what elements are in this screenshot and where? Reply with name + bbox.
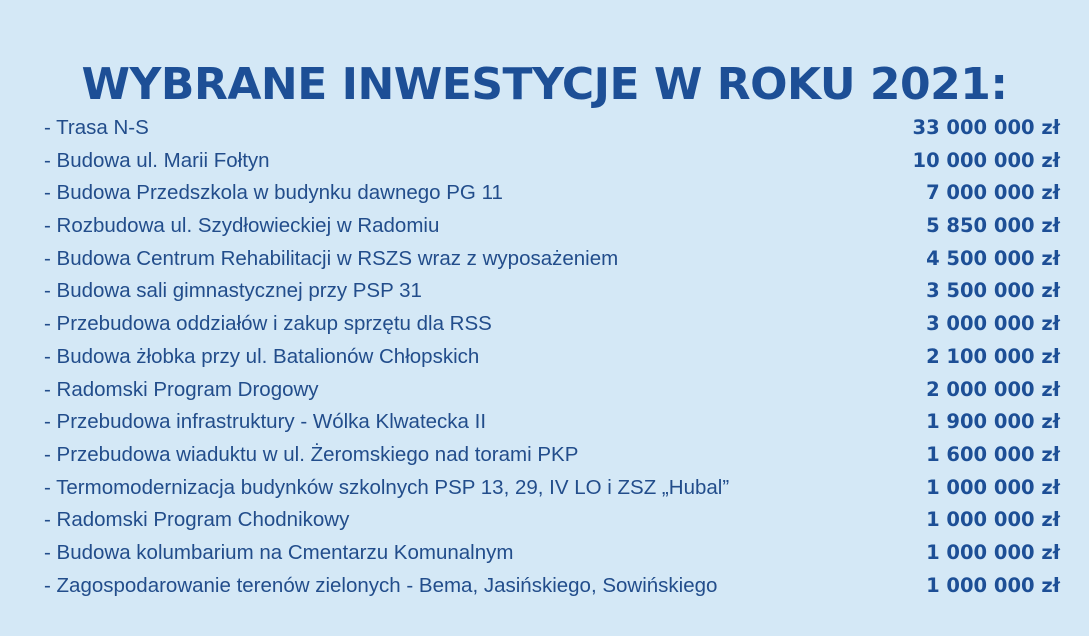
investment-amount: 3 000 000 zł — [926, 312, 1060, 336]
list-item — [44, 439, 1060, 472]
investment-amount: 2 000 000 zł — [926, 377, 1060, 401]
investment-amount: 1 600 000 zł — [926, 442, 1060, 466]
investment-amount: 1 000 000 zł — [926, 508, 1060, 532]
investment-amount: 7 000 000 zł — [926, 181, 1060, 205]
page-title: WYBRANE INWESTYCJE W ROKU 2021: — [81, 59, 1008, 111]
investment-amount: 10 000 000 zł — [912, 148, 1060, 172]
investment-name: - Przebudowa wiaduktu w ul. Żeromskiego nad torami PKP — [44, 442, 579, 466]
investment-name: - Budowa żłobka przy ul. Batalionów Chłopskich — [44, 344, 480, 368]
investment-name: - Budowa kolumbarium na Cmentarzu Komunalnym — [44, 540, 514, 564]
investment-name: - Budowa Centrum Rehabilitacji w RSZS wraz z wyposażeniem — [44, 246, 619, 270]
list-item — [44, 112, 1060, 145]
list-item — [44, 243, 1060, 276]
list-item — [44, 406, 1060, 439]
investment-name: - Radomski Program Drogowy — [44, 377, 319, 401]
list-item — [44, 275, 1060, 308]
investment-amount: 3 500 000 zł — [926, 279, 1060, 303]
investment-amount: 2 100 000 zł — [926, 344, 1060, 368]
list-item — [44, 145, 1060, 178]
list-item — [44, 341, 1060, 374]
investment-name: - Termomodernizacja budynków szkolnych PSP 13, 29, IV LO i ZSZ „Hubal” — [44, 475, 730, 499]
list-item — [44, 308, 1060, 341]
list-item — [44, 177, 1060, 210]
list-item — [44, 374, 1060, 407]
investment-amount: 1 000 000 zł — [926, 475, 1060, 499]
investment-name: - Przebudowa infrastruktury - Wólka Klwatecka II — [44, 410, 487, 434]
investment-amount: 1 000 000 zł — [926, 573, 1060, 597]
list-item — [44, 210, 1060, 243]
investment-amount: 1 900 000 zł — [926, 410, 1060, 434]
investment-name: - Przebudowa oddziałów i zakup sprzętu dla RSS — [44, 312, 492, 336]
list-item — [44, 504, 1060, 537]
investment-name: - Trasa N-S — [44, 116, 149, 139]
investment-amount: 33 000 000 zł — [912, 116, 1060, 139]
investment-name: - Budowa Przedszkola w budynku dawnego PG 11 — [44, 181, 503, 205]
investment-amount: 5 850 000 zł — [926, 214, 1060, 238]
investment-list — [44, 112, 1060, 602]
investment-name: - Zagospodarowanie terenów zielonych - Bema, Jasińskiego, Sowińskiego — [44, 573, 718, 597]
list-item — [44, 537, 1060, 570]
investment-name: - Budowa sali gimnastycznej przy PSP 31 — [44, 279, 422, 303]
investment-name: - Radomski Program Chodnikowy — [44, 508, 350, 532]
investment-name: - Rozbudowa ul. Szydłowieckiej w Radomiu — [44, 214, 440, 238]
investment-amount: 4 500 000 zł — [926, 246, 1060, 270]
list-item — [44, 472, 1060, 505]
investment-name: - Budowa ul. Marii Fołtyn — [44, 148, 270, 172]
list-item — [44, 570, 1060, 603]
investment-amount: 1 000 000 zł — [926, 540, 1060, 564]
